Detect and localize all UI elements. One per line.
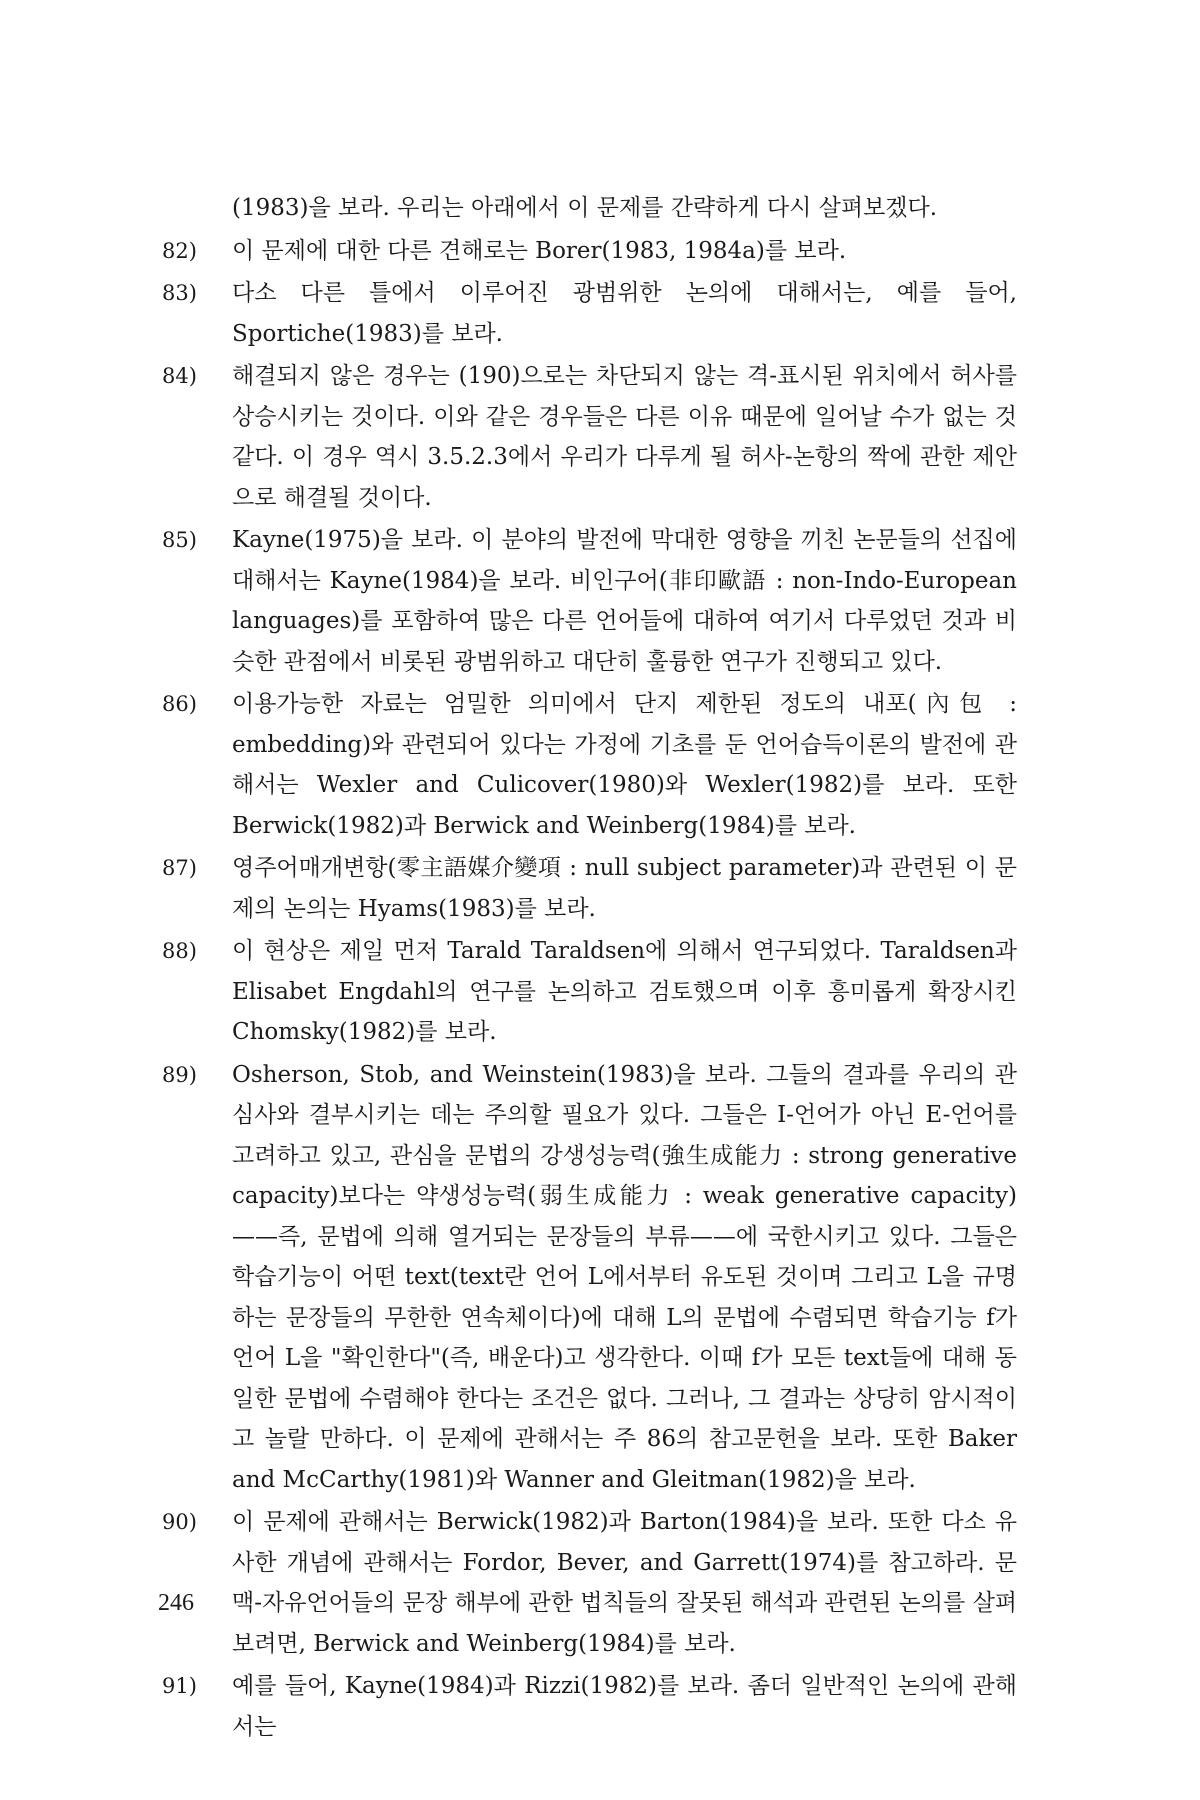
footnote-82 <box>162 231 1017 272</box>
footnote-86 <box>162 684 1017 846</box>
footnote-85 <box>162 520 1017 682</box>
footnote-number: 90) <box>162 1510 197 1534</box>
footnote-text: 이 현상은 제일 먼저 Tarald Taraldsen에 의해서 연구되었다. Taraldsen과 Elisabet Engdahl의 연구를 논의하고 검토했으며 이후 흥미롭게 확장시킨 Chomsky(1982)를 보라. <box>232 938 1017 1045</box>
footnote-number: 86) <box>162 692 197 716</box>
footnote-number: 82) <box>162 238 197 263</box>
footnote-text: Osherson, Stob, and Weinstein(1983)을 보라. 그들의 결과를 우리의 관심사와 결부시키는 데는 주의할 필요가 있다. 그들은 I-언어가 아닌 E-언어를 고려하고 있고, 관심을 문법의 강생성능력(強生成能力 : strong generative capacity)보다는 약생성능력(弱生成能力 : weak generative capacity)——즉, 문법에 의해 열거되는 문장들의 부류——에 국한시키고 있다. 그들은 학습기능이 어떤 text(text란 언어 L에서부터 유도된 것이며 그리고 L을 규명하는 문장들의 무한한 연속체이다)에 대해 L의 문법에 수렴되면 학습기능 f가 언어 L을 "확인한다"(즉, 배운다)고 생각한다. 이때 f가 모든 text들에 대해 동일한 문법에 수렴해야 한다는 조건은 없다. 그러나, 그 결과는 상당히 암시적이고 놀랄 만하다. 이 문제에 관해서는 주 86의 참고문헌을 보라. 또한 Baker and McCarthy(1981)와 Wanner and Gleitman(1982)을 보라. <box>232 1061 1017 1493</box>
footnote-number: 83) <box>162 281 197 305</box>
footnote-number: 91) <box>162 1674 197 1698</box>
footnote-text: 이 문제에 관해서는 Berwick(1982)과 Barton(1984)을 보라. 또한 다소 유사한 개념에 관해서는 Fordor, Bever, and Garrett(1974)를 참고하라. 문맥-자유언어들의 문장 해부에 관한 법칙들의 잘못된 해석과 관련된 논의를 살펴보려면, Berwick and Weinberg(1984)를 보라. <box>232 1509 1017 1657</box>
footnote-text: 해결되지 않은 경우는 (190)으로는 차단되지 않는 격-표시된 위치에서 허사를 상승시키는 것이다. 이와 같은 경우들은 다른 이유 때문에 일어날 수가 없는 것 같다. 이 경우 역시 3.5.2.3에서 우리가 다루게 될 허사-논항의 짝에 관한 제안으로 해결될 것이다. <box>232 363 1017 511</box>
footnote-text: Kayne(1975)을 보라. 이 분야의 발전에 막대한 영향을 끼친 논문들의 선집에 대해서는 Kayne(1984)을 보라. 비인구어(非印歐語 : non-Indo-European languages)를 포함하여 많은 다른 언어들에 대하여 여기서 다루었던 것과 비슷한 관점에서 비롯된 광범위하고 대단히 훌륭한 연구가 진행되고 있다. <box>232 527 1017 675</box>
footnote-continuation: (1983)을 보라. 우리는 아래에서 이 문제를 간략하게 다시 살펴보겠다. <box>232 195 938 221</box>
footnote-text: 영주어매개변항(零主語媒介變項 : null subject parameter)과 관련된 이 문제의 논의는 Hyams(1983)를 보라. <box>232 855 1017 922</box>
footnote-number: 89) <box>162 1062 197 1087</box>
footnote-text: 이 문제에 대한 다른 견해로는 Borer(1983, 1984a)를 보라. <box>232 237 847 264</box>
footnote-text: 이용가능한 자료는 엄밀한 의미에서 단지 제한된 정도의 내포(內包 : embedding)와 관련되어 있다는 가정에 기초를 둔 언어습득이론의 발전에 관해서는 Wexler and Culicover(1980)와 Wexler(1982)를 보라. 또한 Berwick(1982)과 Berwick and Weinberg(1984)를 보라. <box>232 691 1017 839</box>
footnote-number: 87) <box>162 856 197 880</box>
footnote-89 <box>162 1055 1017 1501</box>
footnote-text: 예를 들어, Kayne(1984)과 Rizzi(1982)를 보라. 좀더 일반적인 논의에 관해서는 <box>232 1673 1017 1740</box>
footnote-84 <box>162 356 1017 518</box>
footnote-number: 85) <box>162 528 197 552</box>
page-number: 246 <box>158 1590 194 1616</box>
footnote-number: 88) <box>162 939 197 963</box>
footnote-83 <box>162 273 1017 354</box>
footnote-91 <box>162 1666 1017 1747</box>
footnote-88 <box>162 931 1017 1053</box>
footnote-text: 다소 다른 틀에서 이루어진 광범위한 논의에 대해서는, 예를 들어, Sportiche(1983)를 보라. <box>232 280 1017 347</box>
footnote-number: 84) <box>162 364 197 388</box>
footnote-87 <box>162 848 1017 929</box>
